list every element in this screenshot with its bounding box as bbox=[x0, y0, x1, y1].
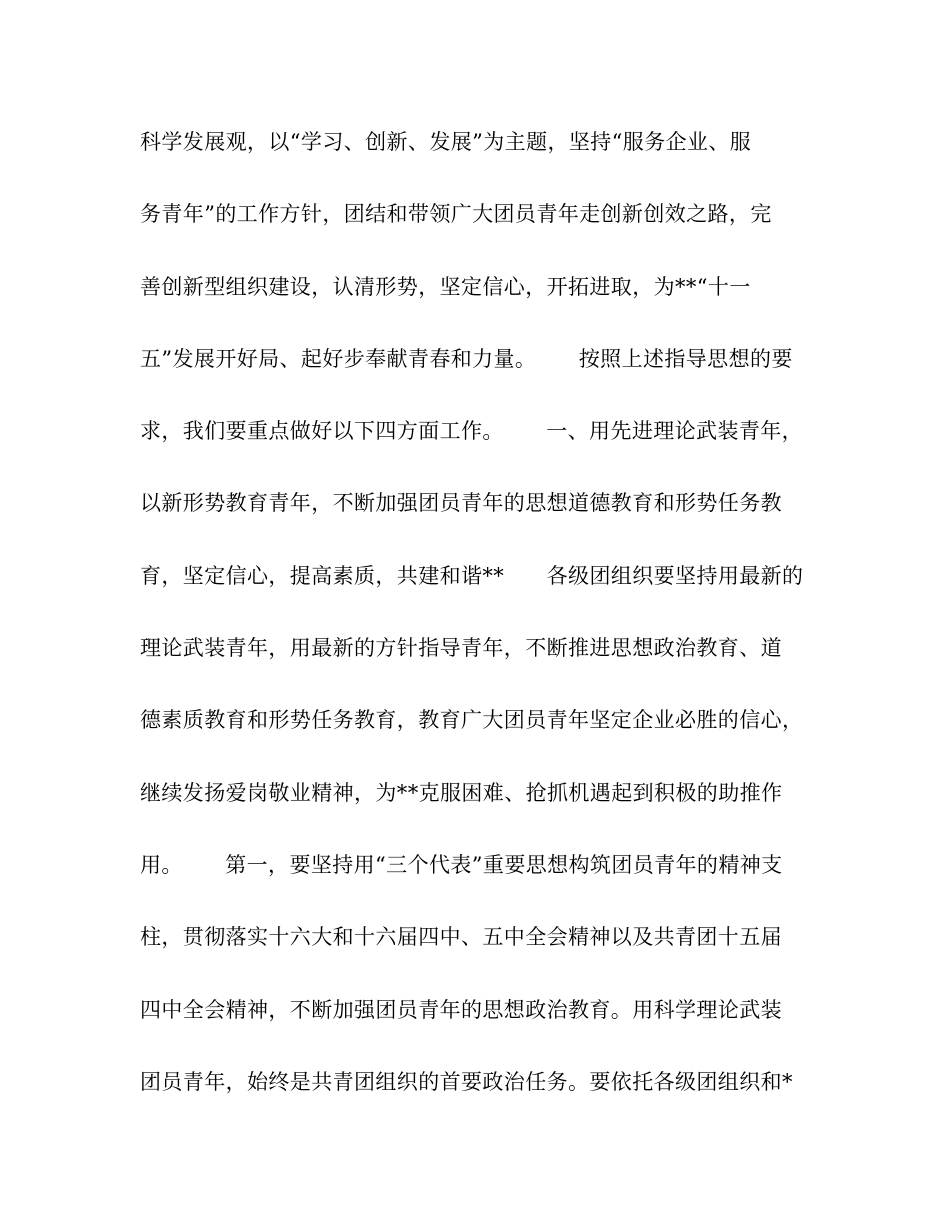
text-line: 四中全会精神，不断加强团员青年的思想政治教育。用科学理论武装 bbox=[140, 997, 782, 1022]
text-line: 五”发展开好局、起好步奉献青春和力量。 按照上述指导思想的要 bbox=[140, 346, 793, 371]
body-text bbox=[140, 122, 820, 1134]
text-line: 科学发展观，以“学习、创新、发展”为主题，坚持“服务企业、服 bbox=[140, 130, 752, 154]
text-line: 务青年”的工作方针，团结和带领广大团员青年走创新创效之路，完 bbox=[140, 202, 772, 227]
text-line: 育，坚定信心，提高素质，共建和谐** 各级团组织要坚持用最新的 bbox=[140, 563, 804, 588]
text-line: 以新形势教育青年，不断加强团员青年的思想道德教育和形势任务教 bbox=[140, 491, 782, 516]
text-line: 团员青年，始终是共青团组织的首要政治任务。要依托各级团组织和* bbox=[140, 1069, 793, 1094]
text-line: 柱，贯彻落实十六大和十六届四中、五中全会精神以及共青团十五届 bbox=[140, 925, 782, 950]
text-line: 用。 第一，要坚持用“三个代表”重要思想构筑团员青年的精神支 bbox=[140, 852, 783, 877]
text-line: 善创新型组织建设，认清形势，坚定信心，开拓进取，为**“十一 bbox=[140, 274, 751, 299]
text-line: 继续发扬爱岗敬业精神，为**克服困难、抢抓机遇起到积极的助推作 bbox=[140, 780, 783, 805]
text-line: 德素质教育和形势任务教育，教育广大团员青年坚定企业必胜的信心， bbox=[140, 708, 804, 733]
text-line: 理论武装青年，用最新的方针指导青年，不断推进思想政治教育、道 bbox=[140, 636, 782, 661]
text-line: 求，我们要重点做好以下四方面工作。 一、用先进理论武装青年， bbox=[140, 419, 804, 444]
